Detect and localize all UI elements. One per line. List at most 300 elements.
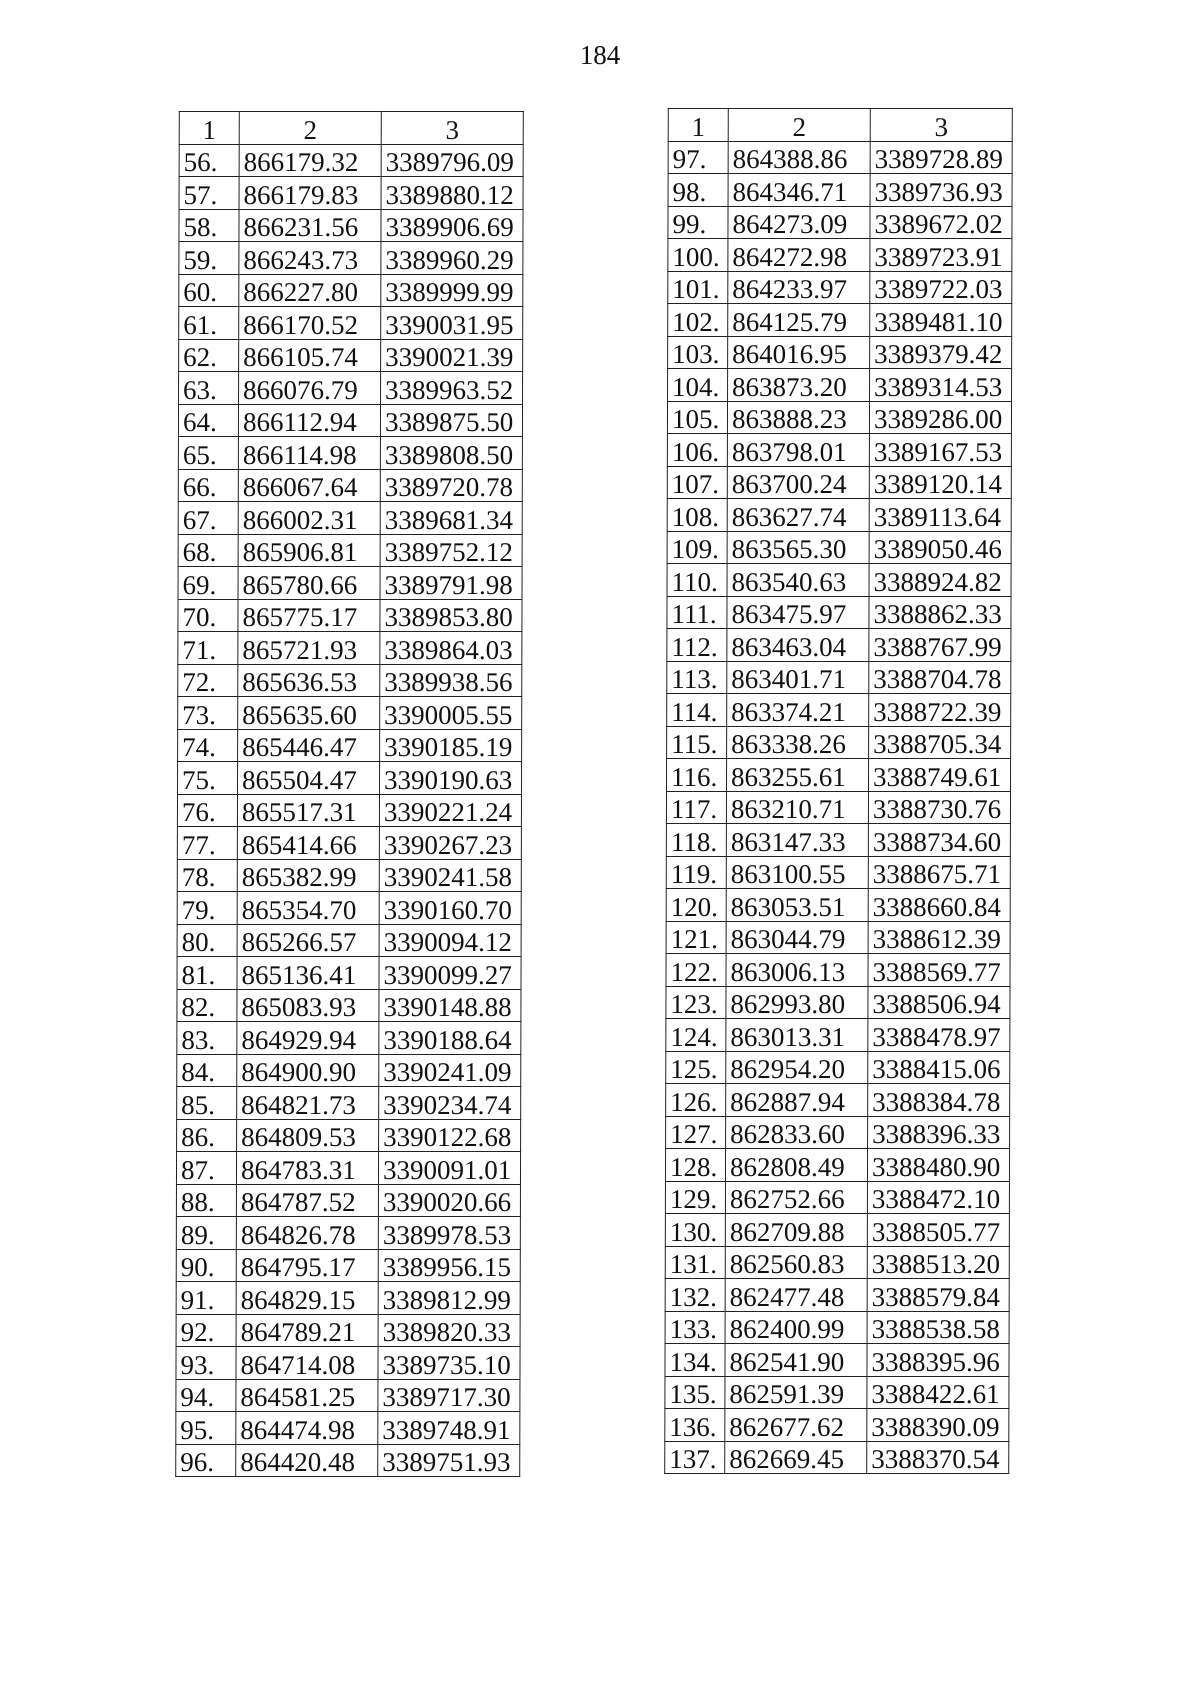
point-number-cell: 88. [176,1184,236,1217]
x-coordinate-cell: 864125.79 [728,304,870,337]
table-row [177,859,521,892]
x-coordinate-cell: 863053.51 [726,889,868,922]
y-coordinate-cell: 3389113.64 [869,499,1011,532]
table-row [179,242,523,275]
point-number-cell: 80. [177,924,237,957]
point-number-cell: 73. [178,697,238,730]
point-number-cell: 83. [177,1022,237,1055]
x-coordinate-cell: 865636.53 [238,664,380,697]
y-coordinate-cell: 3388370.54 [867,1441,1009,1474]
table-row [668,174,1012,207]
x-coordinate-cell: 862954.20 [726,1051,868,1084]
x-coordinate-cell: 865775.17 [238,599,380,632]
y-coordinate-cell: 3390241.58 [379,859,521,892]
table-row [178,469,522,502]
point-number-cell: 125. [666,1051,726,1084]
table-row [668,271,1012,304]
coordinates-table-left [175,111,524,1477]
point-number-cell: 69. [178,567,238,600]
y-coordinate-cell: 3388722.39 [869,694,1011,727]
table-row [179,144,523,177]
x-coordinate-cell: 863210.71 [726,791,868,824]
point-number-cell: 95. [176,1412,236,1445]
x-coordinate-cell: 865780.66 [238,567,380,600]
x-coordinate-cell: 865721.93 [238,632,380,665]
y-coordinate-cell: 3389672.02 [870,206,1012,239]
x-coordinate-cell: 866227.80 [239,274,381,307]
point-number-cell: 119. [666,856,726,889]
point-number-cell: 64. [178,404,238,437]
x-coordinate-cell: 862669.45 [725,1441,867,1474]
y-coordinate-cell: 3389864.03 [380,632,522,665]
table-row [666,921,1010,954]
point-number-cell: 114. [667,694,727,727]
x-coordinate-cell: 865354.70 [237,892,379,925]
x-coordinate-cell: 864809.53 [237,1119,379,1152]
x-coordinate-cell: 862887.94 [726,1084,868,1117]
point-number-cell: 93. [176,1347,236,1380]
x-coordinate-cell: 862591.39 [725,1376,867,1409]
y-coordinate-cell: 3389808.50 [380,437,522,470]
point-number-cell: 59. [179,242,239,275]
table-row [665,1279,1009,1312]
table-row [665,1344,1009,1377]
point-number-cell: 130. [665,1214,725,1247]
table-row [178,567,522,600]
y-coordinate-cell: 3388704.78 [869,661,1011,694]
x-coordinate-cell: 864795.17 [236,1249,378,1282]
point-number-cell: 102. [668,304,728,337]
x-coordinate-cell: 866002.31 [238,502,380,535]
x-coordinate-cell: 866179.32 [239,144,381,177]
point-number-cell: 124. [666,1019,726,1052]
point-number-cell: 101. [668,271,728,304]
point-number-cell: 97. [668,141,728,174]
y-coordinate-cell: 3390190.63 [380,762,522,795]
table-row [178,729,522,762]
table-row [667,759,1011,792]
point-number-cell: 58. [179,209,239,242]
point-number-cell: 115. [667,726,727,759]
column-header-1: 1 [668,109,728,142]
x-coordinate-cell: 865906.81 [238,534,380,567]
point-number-cell: 113. [667,661,727,694]
x-coordinate-cell: 864929.94 [237,1022,379,1055]
x-coordinate-cell: 863006.13 [726,954,868,987]
table-row [177,1119,521,1152]
y-coordinate-cell: 3388579.84 [867,1279,1009,1312]
x-coordinate-cell: 863475.97 [727,596,869,629]
x-coordinate-cell: 864900.90 [237,1054,379,1087]
y-coordinate-cell: 3388384.78 [868,1084,1010,1117]
x-coordinate-cell: 862560.83 [725,1246,867,1279]
point-number-cell: 126. [666,1084,726,1117]
y-coordinate-cell: 3388749.61 [869,759,1011,792]
table-row [665,1311,1009,1344]
x-coordinate-cell: 865266.57 [237,924,379,957]
point-number-cell: 78. [177,859,237,892]
y-coordinate-cell: 3390021.39 [381,339,523,372]
x-coordinate-cell: 863888.23 [727,401,869,434]
table-row [668,141,1012,174]
point-number-cell: 77. [177,827,237,860]
x-coordinate-cell: 862541.90 [725,1344,867,1377]
table-row [178,697,522,730]
y-coordinate-cell: 3390241.09 [379,1054,521,1087]
point-number-cell: 112. [667,629,727,662]
x-coordinate-cell: 864714.08 [236,1347,378,1380]
point-number-cell: 81. [177,957,237,990]
y-coordinate-cell: 3389748.91 [378,1412,520,1445]
table-header-row [668,109,1012,142]
y-coordinate-cell: 3390160.70 [379,892,521,925]
table-row [668,206,1012,239]
table-row [668,336,1012,369]
y-coordinate-cell: 3389880.12 [381,177,523,210]
point-number-cell: 89. [176,1217,236,1250]
point-number-cell: 131. [665,1246,725,1279]
table-row [665,1181,1009,1214]
table-row [179,209,523,242]
y-coordinate-cell: 3389820.33 [378,1314,520,1347]
y-coordinate-cell: 3389681.34 [380,502,522,535]
x-coordinate-cell: 863374.21 [727,694,869,727]
table-row [665,1214,1009,1247]
y-coordinate-cell: 3389978.53 [378,1217,520,1250]
x-coordinate-cell: 863540.63 [727,564,869,597]
y-coordinate-cell: 3389796.09 [381,144,523,177]
y-coordinate-cell: 3389722.03 [870,271,1012,304]
x-coordinate-cell: 864826.78 [236,1217,378,1250]
point-number-cell: 134. [665,1344,725,1377]
point-number-cell: 61. [179,307,239,340]
x-coordinate-cell: 865382.99 [237,859,379,892]
table-row [176,1282,520,1315]
x-coordinate-cell: 864016.95 [728,336,870,369]
table-row [666,954,1010,987]
point-number-cell: 137. [665,1441,725,1474]
x-coordinate-cell: 864829.15 [236,1282,378,1315]
table-row [179,177,523,210]
table-row [666,791,1010,824]
point-number-cell: 84. [177,1054,237,1087]
y-coordinate-cell: 3389751.93 [378,1444,520,1477]
y-coordinate-cell: 3388415.06 [868,1051,1010,1084]
table-row [178,502,522,535]
y-coordinate-cell: 3388480.90 [867,1149,1009,1182]
point-number-cell: 96. [176,1444,236,1477]
point-number-cell: 66. [178,469,238,502]
table-row [178,599,522,632]
x-coordinate-cell: 866179.83 [239,177,381,210]
y-coordinate-cell: 3389812.99 [378,1282,520,1315]
point-number-cell: 103. [668,336,728,369]
table-row [177,924,521,957]
table-row [666,1116,1010,1149]
y-coordinate-cell: 3388924.82 [869,564,1011,597]
y-coordinate-cell: 3389314.53 [870,369,1012,402]
point-number-cell: 63. [179,372,239,405]
point-number-cell: 76. [177,794,237,827]
y-coordinate-cell: 3389723.91 [870,239,1012,272]
y-coordinate-cell: 3389735.10 [378,1347,520,1380]
y-coordinate-cell: 3389286.00 [869,401,1011,434]
table-row [666,986,1010,1019]
y-coordinate-cell: 3389963.52 [381,372,523,405]
table-row [178,404,522,437]
y-coordinate-cell: 3388396.33 [868,1116,1010,1149]
x-coordinate-cell: 864346.71 [728,174,870,207]
x-coordinate-cell: 863798.01 [727,434,869,467]
table-row [178,632,522,665]
table-row [179,307,523,340]
table-row [667,434,1011,467]
point-number-cell: 74. [178,729,238,762]
x-coordinate-cell: 862752.66 [725,1181,867,1214]
x-coordinate-cell: 866243.73 [239,242,381,275]
point-number-cell: 128. [665,1149,725,1182]
point-number-cell: 104. [668,369,728,402]
y-coordinate-cell: 3389791.98 [380,567,522,600]
y-coordinate-cell: 3390094.12 [379,924,521,957]
point-number-cell: 67. [178,502,238,535]
x-coordinate-cell: 863255.61 [727,759,869,792]
y-coordinate-cell: 3390234.74 [379,1087,521,1120]
x-coordinate-cell: 866170.52 [239,307,381,340]
page-number: 184 [579,40,621,70]
y-coordinate-cell: 3389120.14 [869,466,1011,499]
table-row [178,762,522,795]
y-coordinate-cell: 3390020.66 [378,1184,520,1217]
point-number-cell: 105. [667,401,727,434]
table-row [178,534,522,567]
y-coordinate-cell: 3390188.64 [379,1022,521,1055]
y-coordinate-cell: 3389853.80 [380,599,522,632]
column-header-2: 2 [239,112,381,145]
point-number-cell: 92. [176,1314,236,1347]
table-row [667,564,1011,597]
column-header-1: 1 [179,112,239,145]
y-coordinate-cell: 3389752.12 [380,534,522,567]
point-number-cell: 79. [177,892,237,925]
y-coordinate-cell: 3388569.77 [868,954,1010,987]
point-number-cell: 100. [668,239,728,272]
table-row [176,1184,520,1217]
y-coordinate-cell: 3388472.10 [867,1181,1009,1214]
x-coordinate-cell: 863044.79 [726,921,868,954]
y-coordinate-cell: 3390122.68 [379,1119,521,1152]
x-coordinate-cell: 862833.60 [726,1116,868,1149]
point-number-cell: 117. [666,791,726,824]
table-row [665,1149,1009,1182]
x-coordinate-cell: 866105.74 [239,339,381,372]
y-coordinate-cell: 3389717.30 [378,1379,520,1412]
y-coordinate-cell: 3388538.58 [867,1311,1009,1344]
y-coordinate-cell: 3389720.78 [380,469,522,502]
point-number-cell: 85. [177,1087,237,1120]
table-row [666,1084,1010,1117]
coordinates-table-right [664,108,1013,1474]
x-coordinate-cell: 862709.88 [725,1214,867,1247]
point-number-cell: 99. [668,206,728,239]
x-coordinate-cell: 862677.62 [725,1409,867,1442]
y-coordinate-cell: 3390185.19 [380,729,522,762]
table-row [176,1152,520,1185]
table-row [667,726,1011,759]
table-row [176,1412,520,1445]
table-row [177,827,521,860]
x-coordinate-cell: 864787.52 [236,1184,378,1217]
table-row [666,1019,1010,1052]
point-number-cell: 57. [179,177,239,210]
point-number-cell: 120. [666,889,726,922]
x-coordinate-cell: 864581.25 [236,1379,378,1412]
point-number-cell: 98. [668,174,728,207]
x-coordinate-cell: 863463.04 [727,629,869,662]
point-number-cell: 110. [667,564,727,597]
table-row [176,1217,520,1250]
x-coordinate-cell: 863147.33 [726,824,868,857]
point-number-cell: 72. [178,664,238,697]
table-row [176,1249,520,1282]
y-coordinate-cell: 3389906.69 [381,209,523,242]
table-row [666,889,1010,922]
x-coordinate-cell: 865517.31 [237,794,379,827]
x-coordinate-cell: 862993.80 [726,986,868,1019]
table-row [667,694,1011,727]
x-coordinate-cell: 863338.26 [727,726,869,759]
y-coordinate-cell: 3388730.76 [868,791,1010,824]
x-coordinate-cell: 865635.60 [238,697,380,730]
y-coordinate-cell: 3390005.55 [380,697,522,730]
point-number-cell: 122. [666,954,726,987]
y-coordinate-cell: 3389956.15 [378,1249,520,1282]
x-coordinate-cell: 866076.79 [239,372,381,405]
x-coordinate-cell: 866114.98 [238,437,380,470]
point-number-cell: 70. [178,599,238,632]
y-coordinate-cell: 3388506.94 [868,986,1010,1019]
x-coordinate-cell: 865446.47 [238,729,380,762]
table-row [179,339,523,372]
y-coordinate-cell: 3388734.60 [868,824,1010,857]
y-coordinate-cell: 3388395.96 [867,1344,1009,1377]
x-coordinate-cell: 865136.41 [237,957,379,990]
y-coordinate-cell: 3389481.10 [870,304,1012,337]
x-coordinate-cell: 863401.71 [727,661,869,694]
y-coordinate-cell: 3389167.53 [869,434,1011,467]
y-coordinate-cell: 3389050.46 [869,531,1011,564]
table-row [668,239,1012,272]
x-coordinate-cell: 863627.74 [727,499,869,532]
y-coordinate-cell: 3388478.97 [868,1019,1010,1052]
x-coordinate-cell: 864420.48 [236,1444,378,1477]
table-header-row [179,112,523,145]
x-coordinate-cell: 864273.09 [728,206,870,239]
x-coordinate-cell: 863100.55 [726,856,868,889]
x-coordinate-cell: 862400.99 [725,1311,867,1344]
point-number-cell: 94. [176,1379,236,1412]
table-row [667,661,1011,694]
x-coordinate-cell: 863700.24 [727,466,869,499]
point-number-cell: 75. [178,762,238,795]
point-number-cell: 56. [179,144,239,177]
x-coordinate-cell: 862808.49 [725,1149,867,1182]
point-number-cell: 136. [665,1409,725,1442]
x-coordinate-cell: 863013.31 [726,1019,868,1052]
table-row [667,401,1011,434]
y-coordinate-cell: 3390148.88 [379,989,521,1022]
table-row [667,629,1011,662]
point-number-cell: 60. [179,274,239,307]
x-coordinate-cell: 865083.93 [237,989,379,1022]
point-number-cell: 71. [178,632,238,665]
point-number-cell: 133. [665,1311,725,1344]
table-row [176,1444,520,1477]
y-coordinate-cell: 3388862.33 [869,596,1011,629]
point-number-cell: 111. [667,596,727,629]
table-row [667,596,1011,629]
y-coordinate-cell: 3390267.23 [379,827,521,860]
y-coordinate-cell: 3389960.29 [381,242,523,275]
point-number-cell: 86. [177,1119,237,1152]
point-number-cell: 109. [667,531,727,564]
x-coordinate-cell: 866067.64 [238,469,380,502]
x-coordinate-cell: 865504.47 [238,762,380,795]
y-coordinate-cell: 3389875.50 [380,404,522,437]
table-row [177,1054,521,1087]
table-row [667,531,1011,564]
table-row [668,304,1012,337]
point-number-cell: 87. [176,1152,236,1185]
table-row [177,1022,521,1055]
point-number-cell: 108. [667,499,727,532]
y-coordinate-cell: 3388390.09 [867,1409,1009,1442]
y-coordinate-cell: 3389736.93 [870,174,1012,207]
y-coordinate-cell: 3390221.24 [379,794,521,827]
table-row [176,1314,520,1347]
y-coordinate-cell: 3388675.71 [868,856,1010,889]
y-coordinate-cell: 3388612.39 [868,921,1010,954]
y-coordinate-cell: 3388705.34 [869,726,1011,759]
x-coordinate-cell: 863565.30 [727,531,869,564]
table-row [668,369,1012,402]
point-number-cell: 132. [665,1279,725,1312]
column-header-3: 3 [870,109,1012,142]
y-coordinate-cell: 3389379.42 [870,336,1012,369]
table-row [176,1379,520,1412]
x-coordinate-cell: 866231.56 [239,209,381,242]
table-row [179,274,523,307]
x-coordinate-cell: 864388.86 [728,141,870,174]
table-row [666,824,1010,857]
x-coordinate-cell: 864783.31 [236,1152,378,1185]
table-row [666,1051,1010,1084]
point-number-cell: 116. [667,759,727,792]
table-row [667,466,1011,499]
point-number-cell: 65. [178,437,238,470]
y-coordinate-cell: 3388505.77 [867,1214,1009,1247]
x-coordinate-cell: 864474.98 [236,1412,378,1445]
point-number-cell: 90. [176,1249,236,1282]
point-number-cell: 129. [665,1181,725,1214]
table-row [665,1376,1009,1409]
table-row [178,437,522,470]
table-row [176,1347,520,1380]
y-coordinate-cell: 3389728.89 [870,141,1012,174]
point-number-cell: 107. [667,466,727,499]
point-number-cell: 106. [667,434,727,467]
table-row [177,989,521,1022]
